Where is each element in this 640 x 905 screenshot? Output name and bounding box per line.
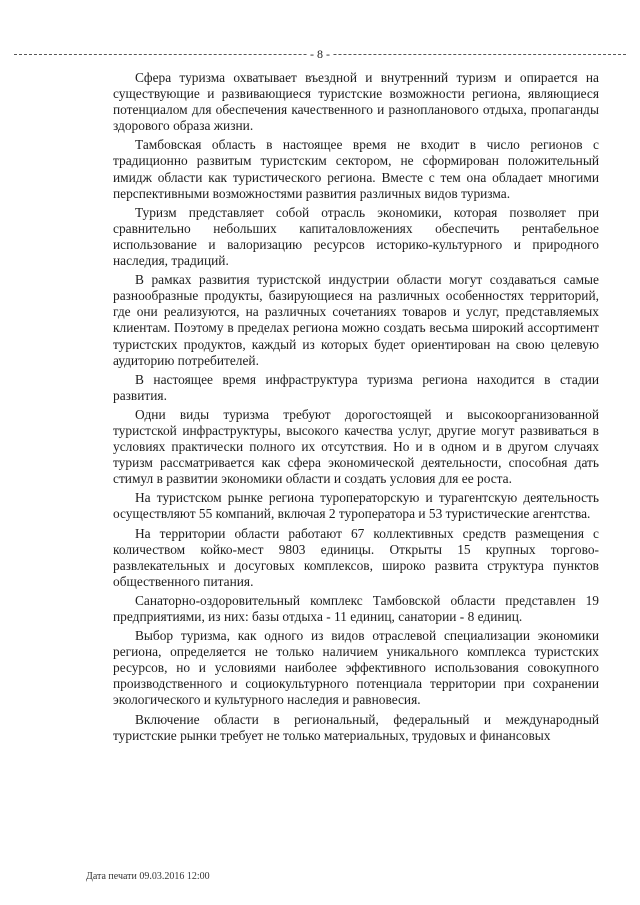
paragraph-tourism-types: Одни виды туризма требуют дорогостоящей и высокоорганизованной туристской инфраструктуры, высокого качества услуг, другие могут развиваться в условиях практически полного их отсутствия. Но и в одном и в другом случаях туризм рассматривается как сфера экономической деятельности, способная дать стимул в развитии экономики области и создать условия для ее роста. bbox=[113, 406, 599, 487]
paragraph-infrastructure: В настоящее время инфраструктура туризма региона находится в стадии развития. bbox=[113, 371, 599, 403]
paragraph-sanatorium: Санаторно-оздоровительный комплекс Тамбовской области представлен 19 предприятиями, из них: базы отдыха - 11 единиц, санатории - 8 единиц. bbox=[113, 592, 599, 624]
paragraph-tour-operators: На туристском рынке региона туроператорскую и турагентскую деятельность осуществляют 55 компаний, включая 2 туроператора и 53 туристические агентства. bbox=[113, 490, 599, 522]
paragraph-tourism-industry: В рамках развития туристской индустрии области могут создаваться самые разнообразные продукты, базирующиеся на различных особенностях территорий, где они реализуются, на различных сочетаниях товаров и услуг, представляемых клиентам. Поэтому в пределах региона можно создать весьма широкий ассортимент туристских продуктов, каждый из которых будет ориентирован на свою целевую аудиторию потребителей. bbox=[113, 272, 599, 368]
paragraph-market-inclusion: Включение области в региональный, федеральный и международный туристские рынки требует не только материальных, трудовых и финансовых bbox=[113, 711, 599, 743]
paragraph-tambov-region: Тамбовская область в настоящее время не входит в число регионов с традиционно развитым туристским сектором, не сформирован положительный имидж области как туристического региона. Вместе с тем она обладает многими перспективными возможностями развития различных видов туризма. bbox=[113, 137, 599, 201]
page-header bbox=[0, 47, 640, 61]
document-body bbox=[113, 70, 599, 747]
paragraph-tourism-scope: Сфера туризма охватывает въездной и внутренний туризм и опирается на существующие и развивающиеся туристские возможности региона, являющиеся потенциалом для обеспечения качественного и разнопланового отдыха, пропаганды здорового образа жизни. bbox=[113, 70, 599, 134]
paragraph-accommodation: На территории области работают 67 коллективных средств размещения с количеством койко-мест 9803 единицы. Открыты 15 крупных торгово-развлекательных и досуговых комплексов, широко развита структура пунктов общественного питания. bbox=[113, 525, 599, 589]
page-number: - 8 - bbox=[307, 47, 333, 61]
paragraph-tourism-economy: Туризм представляет собой отрасль экономики, которая позволяет при сравнительно небольших капиталовложениях обеспечить рентабельное использование и валоризацию ресурсов историко-культурного и природного наследия, традиций. bbox=[113, 204, 599, 269]
paragraph-specialization: Выбор туризма, как одного из видов отраслевой специализации экономики региона, определяется не только наличием уникального комплекса туристских ресурсов, но и условиями наиболее эффективного использования совокупного производственного и социокультурного потенциала территории при сохранении экологического и культурного наследия и равновесия. bbox=[113, 628, 599, 708]
print-date: Дата печати 09.03.2016 12:00 bbox=[86, 871, 210, 882]
